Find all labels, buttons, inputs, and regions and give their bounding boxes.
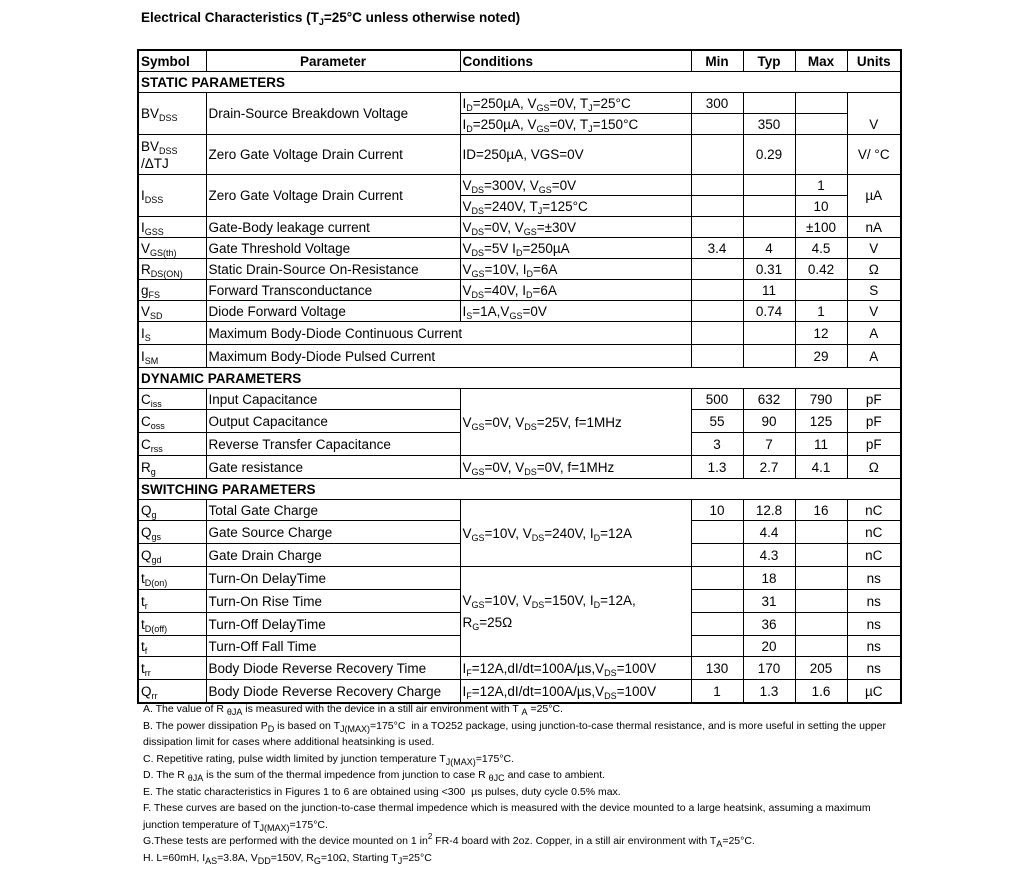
param-tr: Turn-On Rise Time: [206, 590, 460, 613]
param-gfs: Forward Transconductance: [206, 280, 460, 301]
typ-rg: 2.7: [743, 456, 795, 479]
param-ciss: Input Capacitance: [206, 389, 460, 410]
max-vsd: 1: [795, 301, 847, 322]
unit-qgd: nC: [847, 544, 901, 567]
param-igss: Gate-Body leakage current: [206, 217, 460, 238]
typ-vgsth: 4: [743, 238, 795, 259]
footnote-g: G.These tests are performed with the device mounted on 1 $in^2$ FR-4 board with 2oz. Copper, in a still air environment with $T_A=25^\circ C$.: [143, 832, 755, 849]
symbol-ism: $I_{SM}$: [138, 345, 206, 368]
typ-qrr: 1.3: [743, 680, 795, 704]
min-bvdss: 300: [691, 93, 743, 114]
min-ciss: 500: [691, 389, 743, 410]
header-max: Max: [795, 50, 847, 72]
min-qrr: 1: [691, 680, 743, 704]
unit-is: A: [847, 322, 901, 345]
typ-tdon: 18: [743, 567, 795, 590]
unit-coss: pF: [847, 410, 901, 433]
typ-tdoff: 36: [743, 613, 795, 636]
param-idss: Zero Gate Voltage Drain Current: [206, 175, 460, 217]
footnote-h: H. L=60mH, $I_{AS}=3.8A$, $V_{DD}=150V$, $R_G=10\Omega$, Starting $T_J=25^\circ C$: [143, 851, 432, 866]
symbol-rdson: $R_{DS(ON)}$: [138, 259, 206, 280]
max-idss-2: 10: [795, 196, 847, 217]
header-units: Units: [847, 50, 901, 72]
param-is: Maximum Body-Diode Continuous Current: [206, 322, 691, 345]
cond-trr: $I_F=12A,dI/dt=100A/\mu s,V_{DS}=100V$: [460, 657, 691, 680]
symbol-rg: $R_g$: [138, 456, 206, 479]
min-rg: 1.3: [691, 456, 743, 479]
symbol-idss: $I_{DSS}$: [138, 175, 206, 217]
cond-qrr: $I_F=12A,dI/dt=100A/\mu s,V_{DS}=100V$: [460, 680, 691, 704]
max-rdson: 0.42: [795, 259, 847, 280]
cond-bvdss-1: $I_D=250\mu A$, $V_{GS}=0V$, $T_J=25^\circ C$: [460, 93, 691, 114]
table-row: [138, 500, 901, 521]
unit-rdson: Ω: [847, 259, 901, 280]
min-qg: 10: [691, 500, 743, 521]
footnote-c: C. Repetitive rating, pulse width limited by junction temperature $T_{J(MAX)}=175^\circ C$.: [143, 752, 515, 767]
header-symbol: Symbol: [138, 50, 206, 72]
table-row: [138, 93, 901, 114]
table-row: [138, 322, 901, 345]
unit-idss: µA: [847, 175, 901, 217]
symbol-gfs: $g_{FS}$: [138, 280, 206, 301]
symbol-crss: $C_{rss}$: [138, 433, 206, 456]
max-crss: 11: [795, 433, 847, 456]
param-vsd: Diode Forward Voltage: [206, 301, 460, 322]
symbol-qgs: $Q_{gs}$: [138, 521, 206, 544]
min-vgsth: 3.4: [691, 238, 743, 259]
header-min: Min: [691, 50, 743, 72]
cond-rdson: $V_{GS}=10V$, $I_D=6A$: [460, 259, 691, 280]
cond-capacitance: $V_{GS}=0V$, $V_{DS}=25V$, f=1MHz: [460, 389, 691, 456]
symbol-ciss: $C_{iss}$: [138, 389, 206, 410]
param-bvdss: Drain-Source Breakdown Voltage: [206, 93, 460, 135]
cond-gate-charge: $V_{GS}=10V$, $V_{DS}=240V$, $I_D=12A$: [460, 500, 691, 567]
unit-ism: A: [847, 345, 901, 368]
electrical-characteristics-table: [137, 49, 902, 704]
param-trr: Body Diode Reverse Recovery Time: [206, 657, 460, 680]
max-igss: ±100: [795, 217, 847, 238]
cond-idss-2: $V_{DS}=240V$, $T_J=125^\circ C$: [460, 196, 691, 217]
unit-igss: nA: [847, 217, 901, 238]
symbol-coss: $C_{oss}$: [138, 410, 206, 433]
typ-bvdss: 350: [743, 114, 795, 135]
table-row: [138, 238, 901, 259]
max-rg: 4.1: [795, 456, 847, 479]
typ-crss: 7: [743, 433, 795, 456]
typ-qgs: 4.4: [743, 521, 795, 544]
typ-tf: 20: [743, 636, 795, 657]
typ-qgd: 4.3: [743, 544, 795, 567]
typ-gfs: 11: [743, 280, 795, 301]
table-row: [138, 456, 901, 479]
footnote-a: A. The value of R $_{\theta JA}$ is measured with the device in a still air environment with T $_A$ =25°C.: [143, 703, 563, 717]
symbol-trr: $t_{rr}$: [138, 657, 206, 680]
max-ism: 29: [795, 345, 847, 368]
min-coss: 55: [691, 410, 743, 433]
unit-qgs: nC: [847, 521, 901, 544]
param-qgd: Gate Drain Charge: [206, 544, 460, 567]
max-is: 12: [795, 322, 847, 345]
unit-rg: Ω: [847, 456, 901, 479]
symbol-qg: $Q_g$: [138, 500, 206, 521]
symbol-vsd: $V_{SD}$: [138, 301, 206, 322]
table-row: [138, 389, 901, 410]
param-tdoff: Turn-Off DelayTime: [206, 613, 460, 636]
param-bvdss-tc: Zero Gate Voltage Drain Current: [206, 135, 460, 175]
param-rg: Gate resistance: [206, 456, 460, 479]
max-qrr: 1.6: [795, 680, 847, 704]
table-row: [138, 175, 901, 196]
section-static: STATIC PARAMETERS: [138, 72, 901, 93]
unit-tc: V/ °C: [847, 135, 901, 175]
param-vgsth: Gate Threshold Voltage: [206, 238, 460, 259]
unit-trr: ns: [847, 657, 901, 680]
min-crss: 3: [691, 433, 743, 456]
param-crss: Reverse Transfer Capacitance: [206, 433, 460, 456]
symbol-vgsth: $V_{GS(th)}$: [138, 238, 206, 259]
unit-qrr: µC: [847, 680, 901, 704]
max-vgsth: 4.5: [795, 238, 847, 259]
typ-qg: 12.8: [743, 500, 795, 521]
unit-tf: ns: [847, 636, 901, 657]
typ-rdson: 0.31: [743, 259, 795, 280]
param-qgs: Gate Source Charge: [206, 521, 460, 544]
symbol-tdoff: $t_{D(off)}$: [138, 613, 206, 636]
header-conditions: Conditions: [460, 50, 691, 72]
typ-tr: 31: [743, 590, 795, 613]
symbol-tdon: $t_{D(on)}$: [138, 567, 206, 590]
table-row: [138, 217, 901, 238]
typ-trr: 170: [743, 657, 795, 680]
cond-bvdss-2: $I_D=250\mu A$, $V_{GS}=0V$, $T_J=150^\circ C$: [460, 114, 691, 135]
footnote-d: D. The R $_{\theta JA}$ is the sum of the thermal impedence from junction to case R $_{\theta JC}$ and case to ambient.: [143, 769, 606, 783]
table-row: [138, 259, 901, 280]
param-rdson: Static Drain-Source On-Resistance: [206, 259, 460, 280]
footnote-e: E. The static characteristics in Figures 1 to 6 are obtained using <300 µs pulses, duty cycle 0.5% max.: [143, 785, 621, 798]
typ-tc: 0.29: [743, 135, 795, 175]
symbol-qgd: $Q_{gd}$: [138, 544, 206, 567]
cond-vgsth: $V_{DS}=5V$ $I_D=250\mu A$: [460, 238, 691, 259]
symbol-tr: $t_r$: [138, 590, 206, 613]
unit-gfs: S: [847, 280, 901, 301]
unit-ciss: pF: [847, 389, 901, 410]
cond-rg: $V_{GS}=0V$, $V_{DS}=0V$, f=1MHz: [460, 456, 691, 479]
cond-idss-1: $V_{DS}=300V$, $V_{GS}=0V$: [460, 175, 691, 196]
param-qg: Total Gate Charge: [206, 500, 460, 521]
max-coss: 125: [795, 410, 847, 433]
param-tdon: Turn-On DelayTime: [206, 567, 460, 590]
table-row: [138, 345, 901, 368]
typ-ciss: 632: [743, 389, 795, 410]
max-ciss: 790: [795, 389, 847, 410]
section-switching: SWITCHING PARAMETERS: [138, 479, 901, 500]
footnote-f: F. These curves are based on the junction-to-case thermal impedence which is measured with the device mounted to a large heatsink, assuming a maximum junction temperature of $T_{J(MAX)}=175^\circ C$.: [143, 802, 871, 833]
param-coss: Output Capacitance: [206, 410, 460, 433]
cond-gfs: $V_{DS}=40V$, $I_D=6A$: [460, 280, 691, 301]
param-tf: Turn-Off Fall Time: [206, 636, 460, 657]
param-qrr: Body Diode Reverse Recovery Charge: [206, 680, 460, 704]
symbol-tf: $t_f$: [138, 636, 206, 657]
section-dynamic: DYNAMIC PARAMETERS: [138, 368, 901, 389]
page-title: Electrical Characteristics ($T_J=25^\circ C$ unless otherwise noted): [141, 10, 521, 27]
table-row: [138, 567, 901, 590]
header-parameter: Parameter: [206, 50, 460, 72]
symbol-is: $I_S$: [138, 322, 206, 345]
symbol-bvdss-tc: $BV_{DSS}$ /ΔTJ: [138, 135, 206, 175]
cond-switching: $V_{GS}=10V$, $V_{DS}=150V$, $I_D=12A$, $R_G=25\Omega$: [460, 567, 691, 657]
symbol-igss: $I_{GSS}$: [138, 217, 206, 238]
unit-tdon: ns: [847, 567, 901, 590]
unit-tr: ns: [847, 590, 901, 613]
max-trr: 205: [795, 657, 847, 680]
typ-coss: 90: [743, 410, 795, 433]
unit-vgsth: V: [847, 238, 901, 259]
param-ism: Maximum Body-Diode Pulsed Current: [206, 345, 691, 368]
unit-qg: nC: [847, 500, 901, 521]
typ-vsd: 0.74: [743, 301, 795, 322]
table-row: [138, 280, 901, 301]
unit-vsd: V: [847, 301, 901, 322]
footnote-b: B. The power dissipation $P_D$ is based on $T_{J(MAX)}=175^\circ C$ in a TO252 package, using junction-to-case thermal resistance, and is more useful in setting the upper dissipation limit for cases where additional heatsinking is used.: [143, 719, 886, 748]
table-row: [138, 680, 901, 704]
symbol-qrr: $Q_{rr}$: [138, 680, 206, 704]
symbol-bvdss: $BV_{DSS}$: [138, 93, 206, 135]
cond-bvdss-tc: ID=250µA, VGS=0V: [460, 135, 691, 175]
cond-igss: $V_{DS}=0V$, $V_{GS}=\pm 30V$: [460, 217, 691, 238]
footnotes: [143, 701, 903, 866]
unit-crss: pF: [847, 433, 901, 456]
table-row: [138, 657, 901, 680]
cond-vsd: $I_S=1A,V_{GS}=0V$: [460, 301, 691, 322]
unit-tdoff: ns: [847, 613, 901, 636]
table-row: [138, 135, 901, 175]
min-trr: 130: [691, 657, 743, 680]
max-qg: 16: [795, 500, 847, 521]
header-typ: Typ: [743, 50, 795, 72]
unit-bvdss: V: [847, 93, 901, 135]
table-row: [138, 301, 901, 322]
max-idss-1: 1: [795, 175, 847, 196]
header-row: [138, 50, 901, 72]
